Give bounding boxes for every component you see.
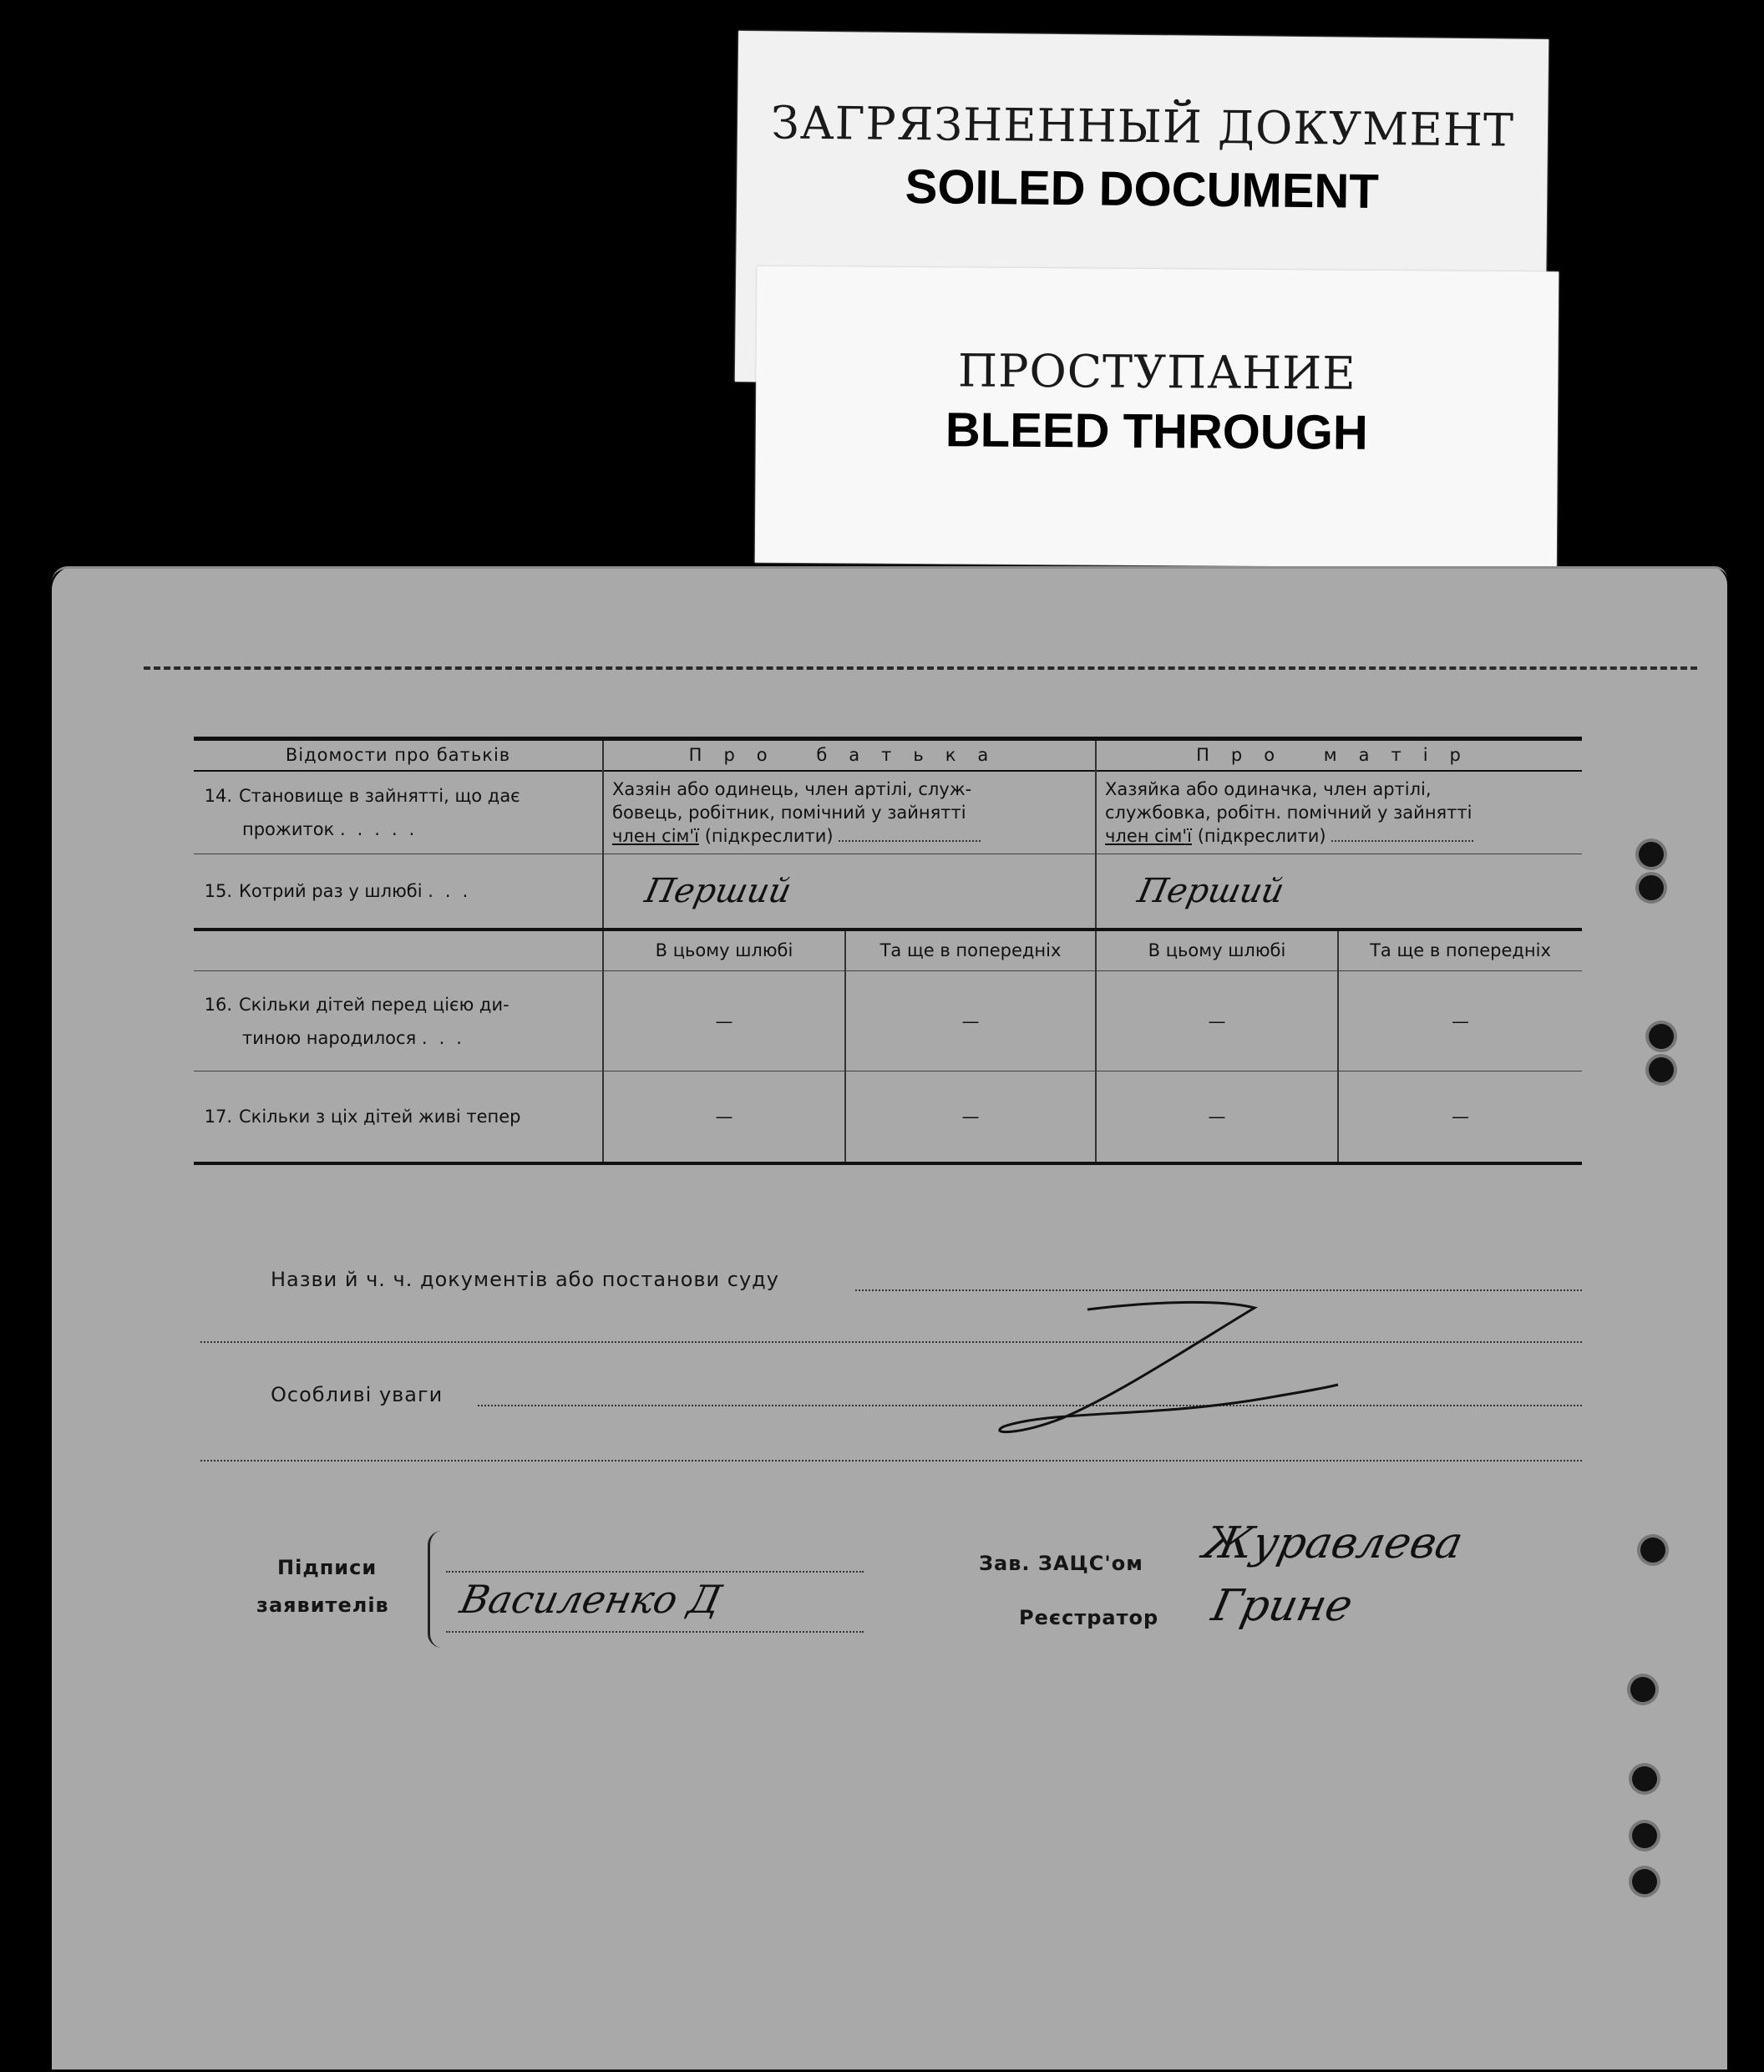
head-signature: Журавлева xyxy=(1199,1518,1467,1568)
notice-russian-text: ЗАГРЯЗНЕННЫЙ ДОКУМЕНТ xyxy=(770,96,1515,157)
mother-this-marriage-header: В цьому шлюбі xyxy=(1096,930,1338,971)
remarks-dotted-line-2 xyxy=(200,1460,1582,1462)
punch-hole xyxy=(1630,1677,1655,1702)
answer-cell: — xyxy=(1096,971,1338,1071)
handwritten-answer: Перший xyxy=(641,871,795,910)
header-about-mother: Про матір xyxy=(1096,739,1582,771)
question-17: 17. Скільки з ціх дітей живі тепер xyxy=(204,1106,521,1127)
father-this-marriage-header: В цьому шлюбі xyxy=(603,930,845,971)
children-subheader-row xyxy=(194,930,1582,971)
answer-cell: — xyxy=(845,971,1096,1071)
answer-cell: — xyxy=(603,1071,845,1163)
question-15: 15. Котрий раз у шлюбі ... xyxy=(204,880,480,901)
punch-hole xyxy=(1640,1538,1665,1563)
mother-occupation-options: Хазяйка або одиначка, член артілі, службовка, робітн. помічний у зайнятті член сім'ї (підкреслити) xyxy=(1096,771,1582,854)
applicant-signature-line-2 xyxy=(446,1631,864,1633)
registrar-label: Реєстратор xyxy=(1019,1606,1159,1629)
strike-through-mark xyxy=(987,1293,1363,1451)
notice-russian-text: ПРОСТУПАНИЕ xyxy=(957,344,1356,400)
notice-english-text: BLEED THROUGH xyxy=(945,403,1369,460)
answer-cell: — xyxy=(1338,971,1582,1071)
table-row-occupation xyxy=(194,771,1582,854)
documents-dotted-line xyxy=(855,1289,1582,1291)
notice-english-text: SOILED DOCUMENT xyxy=(905,160,1380,219)
question-16: 16. Скільки дітей перед цією ди- тиною народилося ... xyxy=(204,994,509,1048)
punch-hole xyxy=(1632,1869,1657,1894)
perforation-line xyxy=(144,666,1697,670)
table-row-children-born xyxy=(194,971,1582,1071)
documents-dotted-line-2 xyxy=(200,1341,1582,1343)
father-previous-header: Та ще в попередніх xyxy=(845,930,1096,971)
punch-hole xyxy=(1632,1823,1657,1848)
header-about-father: Про батька xyxy=(603,739,1096,771)
answer-cell: — xyxy=(1096,1071,1338,1163)
registration-form-sheet xyxy=(52,566,1727,2069)
torn-edge xyxy=(52,566,1727,582)
table-row-children-living xyxy=(194,1071,1582,1163)
father-occupation-options: Хазяін або одинець, член артілі, служ- бовець, робітник, помічний у зайнятті член сім'ї (підкреслити) xyxy=(603,771,1096,854)
punch-hole xyxy=(1639,842,1664,867)
answer-cell: — xyxy=(1338,1071,1582,1163)
mother-marriage-answer xyxy=(1096,854,1582,930)
punch-hole xyxy=(1639,875,1664,900)
applicant-signature-line xyxy=(446,1571,864,1573)
table-header-row xyxy=(194,739,1582,771)
documents-label: Назви й ч. ч. документів або постанови суду xyxy=(271,1268,779,1291)
applicants-label-2: заявителів xyxy=(256,1593,389,1617)
applicants-label: Підписи xyxy=(277,1556,378,1579)
bleed-through-notice xyxy=(755,266,1559,569)
question-14: 14. Становище в зайнятті, що дає прожиток ..... xyxy=(204,785,520,839)
father-marriage-answer xyxy=(603,854,1096,930)
punch-hole xyxy=(1632,1766,1657,1791)
punch-hole xyxy=(1649,1057,1674,1082)
handwritten-answer: Перший xyxy=(1134,871,1288,910)
registrar-signature: Грине xyxy=(1207,1581,1357,1631)
parents-info-table xyxy=(194,737,1582,1165)
applicant-signature: Василенко Д xyxy=(456,1577,726,1622)
mother-previous-header: Та ще в попередніх xyxy=(1338,930,1582,971)
header-parents-info: Відомости про батьків xyxy=(285,745,511,766)
brace-mark xyxy=(428,1531,442,1648)
answer-cell: — xyxy=(603,971,845,1071)
table-row-marriage-count xyxy=(194,854,1582,930)
head-label: Зав. ЗАЦС'ом xyxy=(979,1552,1143,1575)
remarks-label: Особливі уваги xyxy=(271,1383,444,1406)
answer-cell: — xyxy=(845,1071,1096,1163)
punch-hole xyxy=(1649,1024,1674,1049)
